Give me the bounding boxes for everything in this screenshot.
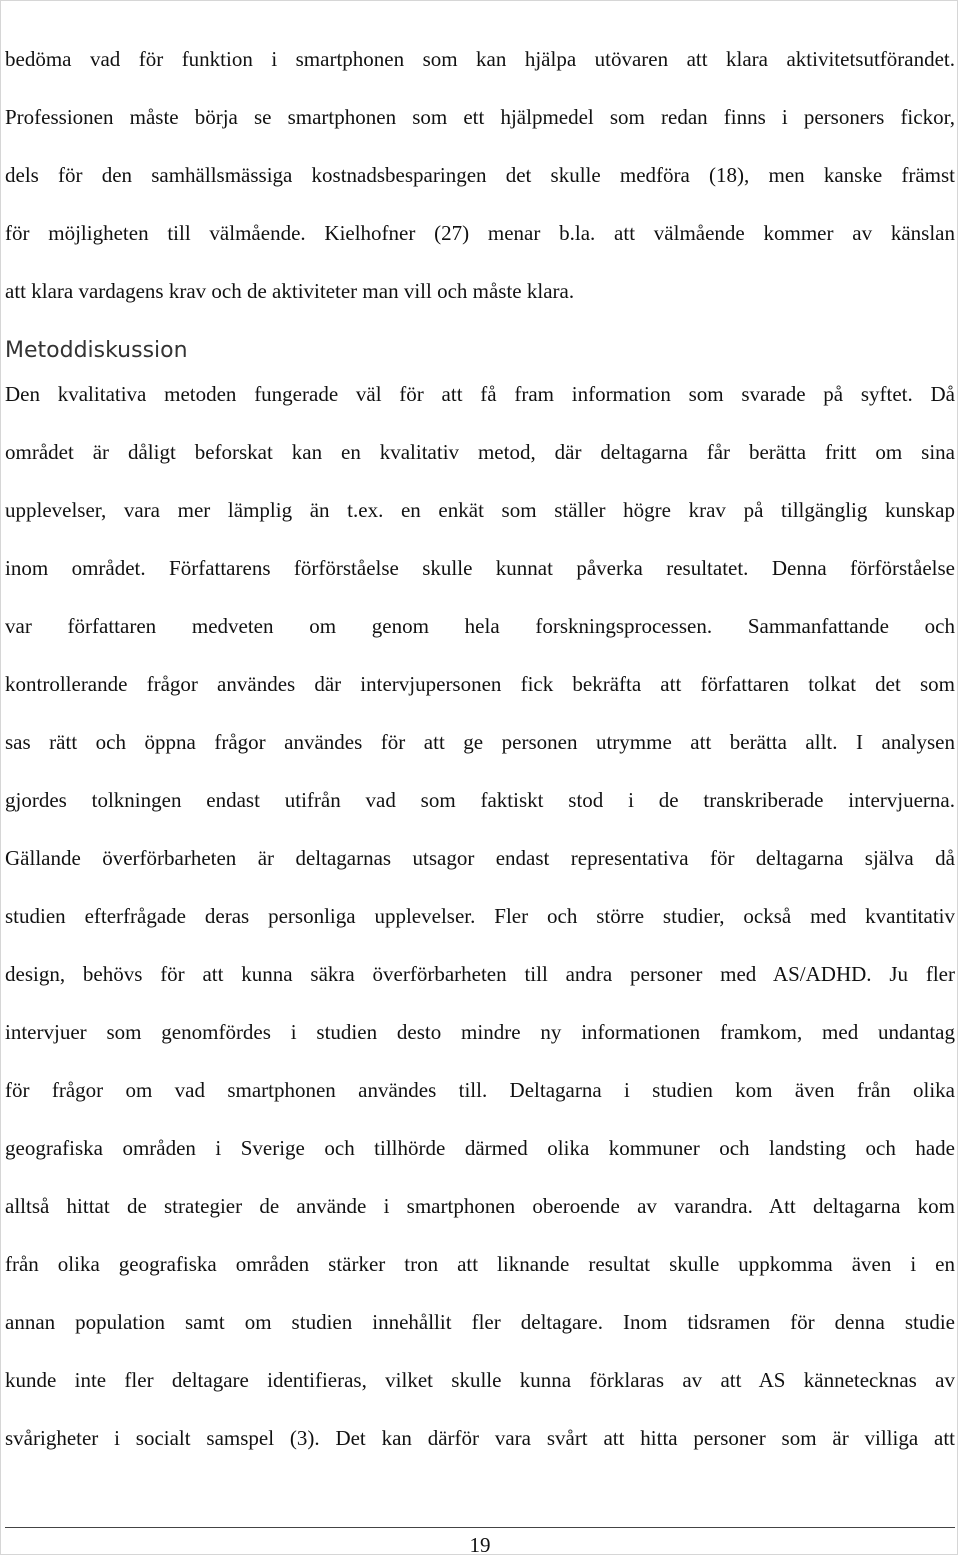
text-line: Professionen måste börja se smartphonen som ett hjälpmedel som redan finns i personers fickor, bbox=[5, 105, 955, 129]
paragraph-method-discussion bbox=[5, 365, 955, 1467]
text-line: studien efterfrågade deras personliga upplevelser. Fler och större studier, också med kvantitativ bbox=[5, 904, 955, 928]
text-line: Gällande överförbarheten är deltagarnas utsagor endast representativa för deltagarna själva då bbox=[5, 846, 955, 870]
text-line: att klara vardagens krav och de aktiviteter man vill och måste klara. bbox=[5, 279, 575, 303]
text-line: dels för den samhällsmässiga kostnadsbesparingen det skulle medföra (18), men kanske främst bbox=[5, 163, 955, 187]
text-line: sas rätt och öppna frågor användes för att ge personen utrymme att berätta allt. I analysen bbox=[5, 730, 955, 754]
text-line: intervjuer som genomfördes i studien desto mindre ny informationen framkom, med undantag bbox=[5, 1020, 955, 1044]
paragraph-discussion-end bbox=[5, 0, 955, 320]
text-line: för frågor om vad smartphonen användes till. Deltagarna i studien kom även från olika bbox=[5, 1078, 955, 1102]
text-line: alltså hittat de strategier de använde i smartphonen oberoende av varandra. Att deltagarna kom bbox=[5, 1194, 955, 1218]
text-line: inom området. Författarens förförståelse skulle kunnat påverka resultatet. Denna förförståelse bbox=[5, 556, 955, 580]
page-number: 19 bbox=[469, 1533, 491, 1557]
text-line: geografiska områden i Sverige och tillhörde därmed olika kommuner och landsting och hade bbox=[5, 1136, 955, 1160]
text-line: området är dåligt beforskat kan en kvalitativ metod, där deltagarna får berätta fritt om sina bbox=[5, 440, 955, 464]
footer-divider bbox=[5, 1527, 955, 1528]
text-line: från olika geografiska områden stärker tron att liknande resultat skulle uppkomma även i en bbox=[5, 1252, 955, 1276]
text-line: gjordes tolkningen endast utifrån vad som faktiskt stod i de transkriberade intervjuerna. bbox=[5, 788, 955, 812]
text-line: Den kvalitativa metoden fungerade väl för att få fram information som svarade på syftet. Då bbox=[5, 382, 955, 406]
document-body bbox=[5, 0, 955, 1467]
text-line: annan population samt om studien innehållit fler deltagare. Inom tidsramen för denna studie bbox=[5, 1310, 955, 1334]
text-line: design, behövs för att kunna säkra överförbarheten till andra personer med AS/ADHD. Ju fler bbox=[5, 962, 955, 986]
text-line: kontrollerande frågor användes där intervjupersonen fick bekräfta att författaren tolkat det som bbox=[5, 672, 955, 696]
text-line: bedöma vad för funktion i smartphonen som kan hjälpa utövaren att klara aktivitetsutförandet. bbox=[5, 47, 955, 71]
text-line: kunde inte fler deltagare identifieras, vilket skulle kunna förklaras av att AS kännetecknas av bbox=[5, 1368, 955, 1392]
text-line: för möjligheten till välmående. Kielhofner (27) menar b.la. att välmående kommer av känslan bbox=[5, 221, 955, 245]
section-heading: Metoddiskussion bbox=[5, 338, 188, 363]
text-line: upplevelser, vara mer lämplig än t.ex. en enkät som ställer högre krav på tillgänglig kunskap bbox=[5, 498, 955, 522]
text-line: svårigheter i socialt samspel (3). Det kan därför vara svårt att hitta personer som är villiga att bbox=[5, 1426, 955, 1450]
text-line: var författaren medveten om genom hela forskningsprocessen. Sammanfattande och bbox=[5, 614, 955, 638]
